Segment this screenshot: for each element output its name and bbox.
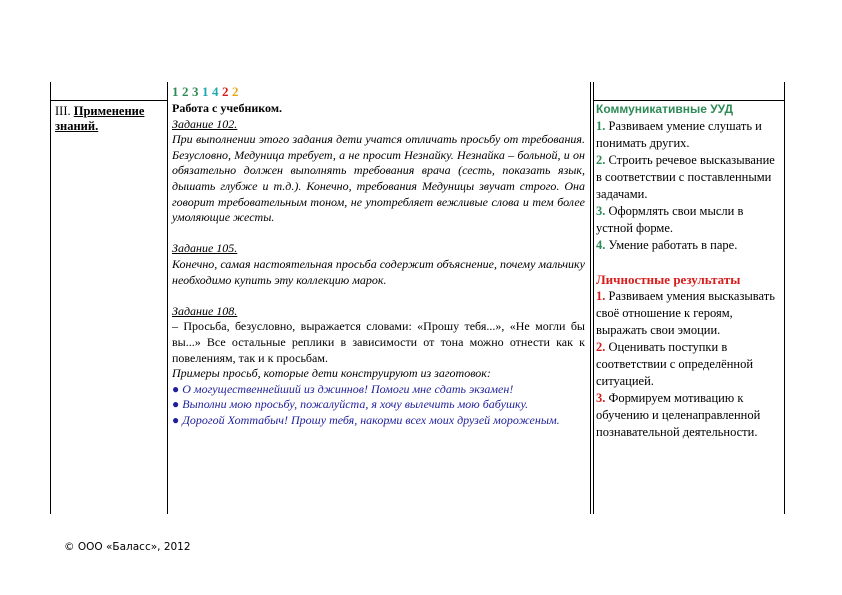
stage-cell — [55, 104, 165, 134]
task-105-text: Конечно, самая настоятельная просьба содержит объяснение, почему мальчику необходимо купить эту коллекцию марок. — [172, 256, 585, 287]
table-border-left — [50, 82, 51, 514]
number-sequence — [172, 84, 585, 101]
table-row-line — [50, 100, 167, 101]
pers-item: 2. Оценивать поступки в соответствии с определённой ситуацией. — [596, 340, 754, 388]
stage-prefix: III. — [55, 104, 74, 118]
task-108-text: – Просьба, безусловно, выражается словами: «Прошу тебя...», «Не могли бы вы...» Все остальные реплики в зависимости от тона можно отнести как к повелениям, так и к просьбам. — [172, 319, 585, 365]
table-divider-2b — [593, 82, 594, 514]
comm-item: 3. Оформлять свои мысли в устной форме. — [596, 204, 744, 235]
examples-intro: Примеры просьб, которые дети конструируют из заготовок: — [172, 366, 491, 381]
pers-item: 3. Формируем мотивацию к обучению и целенаправленной познавательной деятельности. — [596, 391, 761, 439]
example-item: ● О могущественнейший из джиннов! Помоги мне сдать экзамен! — [172, 381, 514, 396]
comm-title: Коммуникативные УУД — [596, 102, 734, 116]
example-item: ● Выполни мою просьбу, пожалуйста, я хочу вылечить мою бабушку. — [172, 397, 529, 412]
sequence-number: 4 — [212, 84, 219, 99]
example-item: ● Дорогой Хоттабыч! Прошу тебя, накорми всех моих друзей мороженым. — [172, 412, 560, 427]
sequence-number: 2 — [232, 84, 239, 99]
stage-title: Применение знаний. — [55, 104, 145, 133]
bullet-icon: ● — [172, 412, 180, 427]
content-cell — [172, 84, 585, 428]
task-102-text: При выполнении этого задания дети учатся отличать просьбу от требования. Безусловно, Медуница требует, а не просит Незнайку. Незнайка – больной, и он обязательно должен выполнять требования врача (сесть, показать язык, дышать глубже и т.д.). Конечно, требования Медуницы звучат строго. Она говорит требовательным тоном, не употребляет вежливые слова и тем более умоляющие жесты. — [172, 132, 585, 225]
sequence-number: 1 — [202, 84, 209, 99]
sequence-number: 1 — [172, 84, 179, 99]
table-border-right — [784, 82, 785, 514]
comm-item: 2. Строить речевое высказывание в соответствии с поставленными задачами. — [596, 153, 775, 201]
pers-item: 1. Развиваем умения высказывать своё отношение к героям, выражать свои эмоции. — [596, 289, 775, 337]
sequence-number: 2 — [222, 84, 229, 99]
copyright-footer: © ООО «Баласс», 2012 — [64, 541, 191, 553]
comm-item: 4. Умение работать в паре. — [596, 238, 738, 252]
sequence-number: 2 — [182, 84, 189, 99]
pers-title: Личностные результаты — [596, 272, 741, 287]
comm-item: 1. Развиваем умение слушать и понимать других. — [596, 119, 762, 150]
task-105-title: Задание 105. — [172, 241, 238, 256]
table-divider-1 — [167, 82, 168, 514]
task-108-title: Задание 108. — [172, 303, 238, 318]
bullet-icon: ● — [172, 381, 180, 396]
work-heading: Работа с учебником. — [172, 101, 283, 115]
sequence-number: 3 — [192, 84, 199, 99]
bullet-icon: ● — [172, 397, 180, 412]
uud-cell — [596, 101, 780, 441]
table-divider-2 — [590, 82, 591, 514]
task-102-title: Задание 102. — [172, 116, 238, 131]
